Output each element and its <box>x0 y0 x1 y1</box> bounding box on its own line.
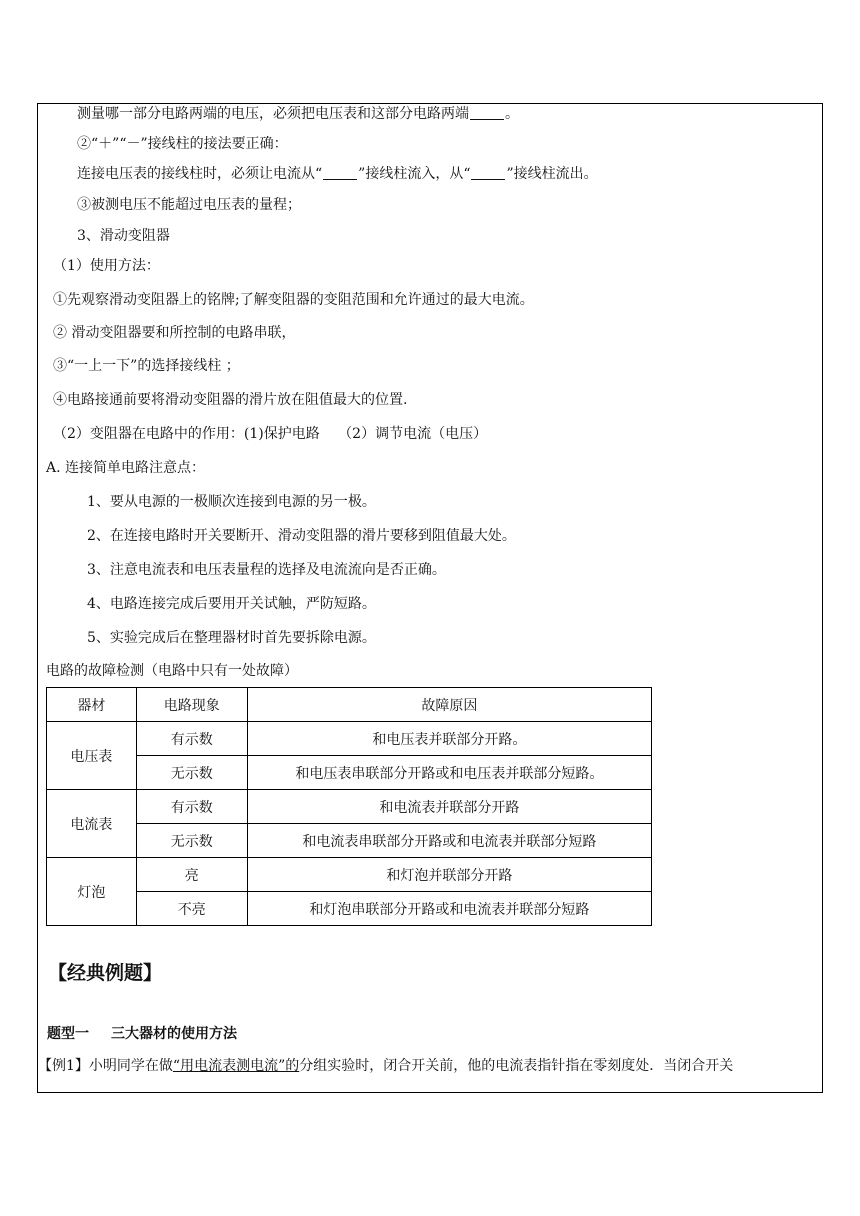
table-row <box>47 824 652 858</box>
fault-detection-table <box>46 687 652 926</box>
table-row <box>47 722 652 756</box>
text-line-10: ④电路接通前要将滑动变阻器的滑片放在阻值最大的位置. <box>53 392 408 408</box>
example-tag: 【例1】 <box>38 1058 89 1074</box>
example-1 <box>38 1056 733 1076</box>
text-line-6: （1）使用方法： <box>53 258 160 274</box>
header-cause: 故障原因 <box>247 688 651 722</box>
phenomenon-cell: 不亮 <box>136 892 247 926</box>
phenomenon-cell: 无示数 <box>136 756 247 790</box>
text-line-14: 2、在连接电路时开关要断开、滑动变阻器的滑片要移到阻值最大处。 <box>87 528 516 544</box>
fill-blank <box>323 165 357 180</box>
line-3-part-c: ”接线柱流出。 <box>506 166 598 182</box>
text-line-11: （2）变阻器在电路中的作用：(1)保护电路 （2）调节电流（电压） <box>53 426 488 442</box>
cause-cell: 和电压表串联部分开路或和电压表并联部分短路。 <box>247 756 651 790</box>
table-row <box>47 858 652 892</box>
device-cell: 灯泡 <box>47 858 137 926</box>
fault-table-caption: 电路的故障检测（电路中只有一处故障） <box>46 663 298 679</box>
line-3-part-b: ”接线柱流入，从“ <box>358 166 471 182</box>
line-3-part-a: 连接电压表的接线柱时，必须让电流从“ <box>77 166 323 182</box>
header-phenomenon: 电路现象 <box>136 688 247 722</box>
example-quote: “用电流表测电流”的 <box>172 1058 300 1074</box>
cause-cell: 和电压表并联部分开路。 <box>247 722 651 756</box>
cause-cell: 和电流表串联部分开路或和电流表并联部分短路 <box>247 824 651 858</box>
cause-cell: 和灯泡并联部分开路 <box>247 858 651 892</box>
text-line-15: 3、注意电流表和电压表量程的选择及电流流向是否正确。 <box>87 562 446 578</box>
phenomenon-cell: 有示数 <box>136 790 247 824</box>
text-line-13: 1、要从电源的一极顺次连接到电源的另一极。 <box>87 494 376 510</box>
table-row <box>47 790 652 824</box>
device-cell: 电压表 <box>47 722 137 790</box>
text-line-1 <box>77 104 519 124</box>
line-1-end: 。 <box>505 106 519 122</box>
table-row <box>47 892 652 926</box>
cause-cell: 和电流表并联部分开路 <box>247 790 651 824</box>
text-line-3 <box>77 164 598 184</box>
cause-cell: 和灯泡串联部分开路或和电流表并联部分短路 <box>247 892 651 926</box>
text-line-9: ③“一上一下”的选择接线柱 ； <box>53 358 240 374</box>
phenomenon-cell: 有示数 <box>136 722 247 756</box>
example-text-b: 分组实验时，闭合开关前，他的电流表指针指在零刻度处．当闭合开关 <box>299 1058 734 1074</box>
line-1-text: 测量哪一部分电路两端的电压，必须把电压表和这部分电路两端 <box>77 106 469 122</box>
header-device: 器材 <box>47 688 137 722</box>
table-row <box>47 756 652 790</box>
section-title: 【经典例题】 <box>48 962 163 984</box>
text-line-4: ③被测电压不能超过电压表的量程； <box>77 197 301 213</box>
text-line-16: 4、电路连接完成后要用开关试触，严防短路。 <box>87 596 376 612</box>
question-type-name: 三大器材的使用方法 <box>111 1026 237 1042</box>
fill-blank <box>470 105 504 120</box>
text-line-8: ② 滑动变阻器要和所控制的电路串联， <box>53 325 296 341</box>
text-line-2: ②“＋”“－”接线柱的接法要正确： <box>77 136 288 152</box>
example-text-a: 小明同学在做 <box>88 1058 173 1074</box>
text-line-7: ①先观察滑动变阻器上的铭牌;了解变阻器的变阻范围和允许通过的最大电流。 <box>53 292 534 308</box>
fill-blank <box>471 165 505 180</box>
device-cell: 电流表 <box>47 790 137 858</box>
text-line-17: 5、实验完成后在整理器材时首先要拆除电源。 <box>87 630 376 646</box>
text-line-12: A. 连接简单电路注意点： <box>46 460 206 476</box>
phenomenon-cell: 亮 <box>136 858 247 892</box>
question-type-heading <box>47 1023 237 1043</box>
text-line-5: 3、滑动变阻器 <box>77 228 170 244</box>
phenomenon-cell: 无示数 <box>136 824 247 858</box>
table-header-row <box>47 688 652 722</box>
question-type-label: 题型一 <box>47 1026 89 1042</box>
